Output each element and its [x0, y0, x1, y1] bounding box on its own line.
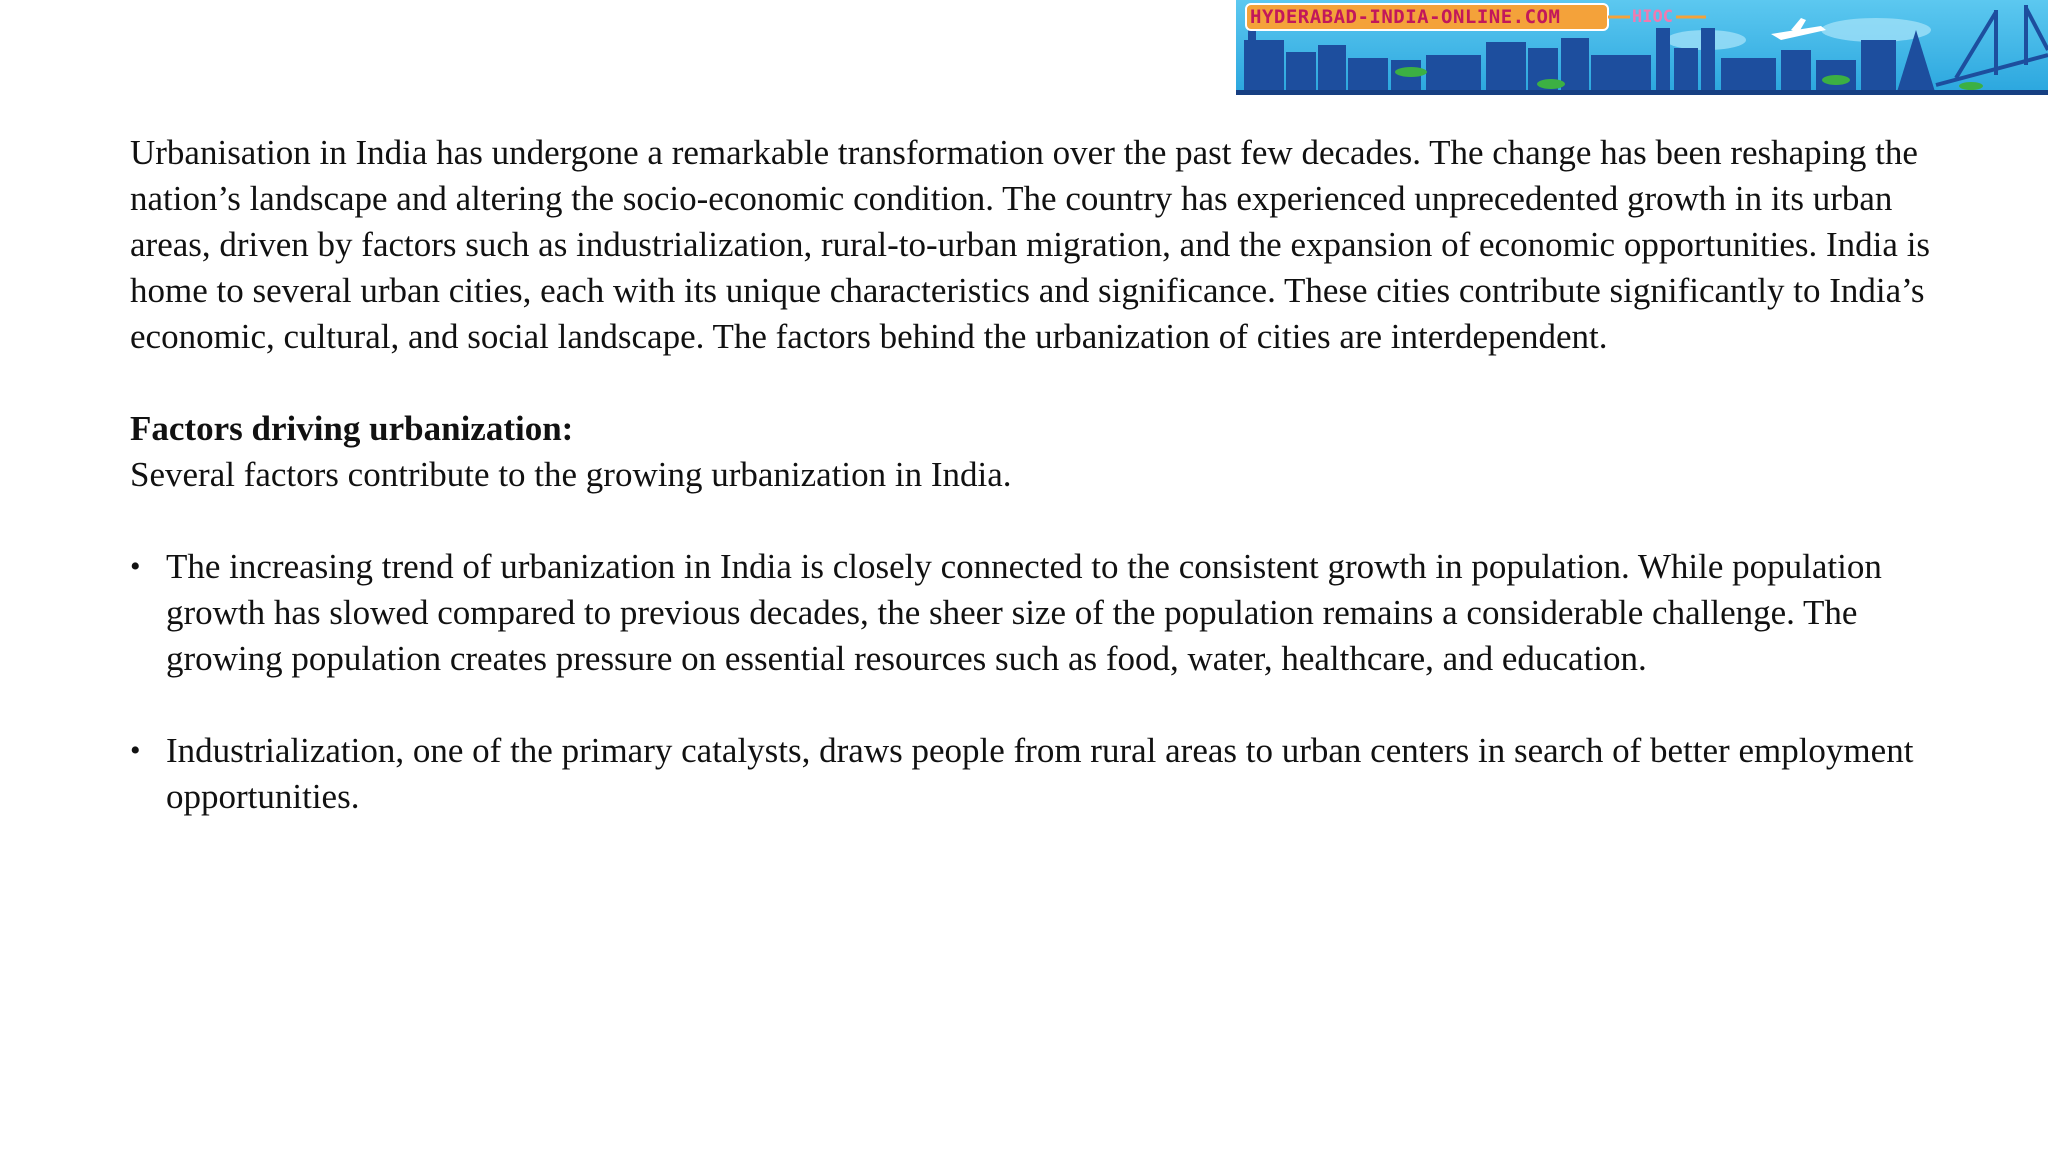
spacer: [130, 682, 1960, 728]
bullet-text: The increasing trend of urbanization in India is closely connected to the consistent growth in population. While population growth has slowed compared to previous decades, the sheer size of the population remains a considerable challenge. The growing population creates pressure on essential resources such as food, water, healthcare, and education.: [166, 547, 1882, 678]
site-banner[interactable]: [1236, 0, 2048, 95]
site-logo-text[interactable]: HYDERABAD-INDIA-ONLINE.COM: [1250, 6, 1561, 28]
spacer: [130, 498, 1960, 544]
intro-paragraph: Urbanisation in India has undergone a remarkable transformation over the past few decades. The change has been reshaping the nation’s landscape and altering the socio-economic condition. The country has experienced unprecedented growth in its urban areas, driven by factors such as industrialization, rural-to-urban migration, and the expansion of economic opportunities. India is home to several urban cities, each with its unique characteristics and significance. These cities contribute significantly to India’s economic, cultural, and social landscape. The factors behind the urbanization of cities are interdependent.: [130, 133, 1931, 356]
bullet-icon: •: [130, 734, 141, 767]
bullet-icon: •: [130, 550, 141, 583]
section-subtext: Several factors contribute to the growing urbanization in India.: [130, 455, 1012, 494]
section-heading: Factors driving urbanization:: [130, 409, 574, 448]
article-content: [130, 130, 1960, 820]
bullet-text: Industrialization, one of the primary catalysts, draws people from rural areas to urban centers in search of better employment opportunities.: [166, 731, 1914, 816]
bullet-item: [130, 544, 1960, 682]
spacer: [130, 360, 1960, 406]
bullet-item: [130, 728, 1960, 820]
site-tag-text: HIOC: [1632, 7, 1673, 27]
